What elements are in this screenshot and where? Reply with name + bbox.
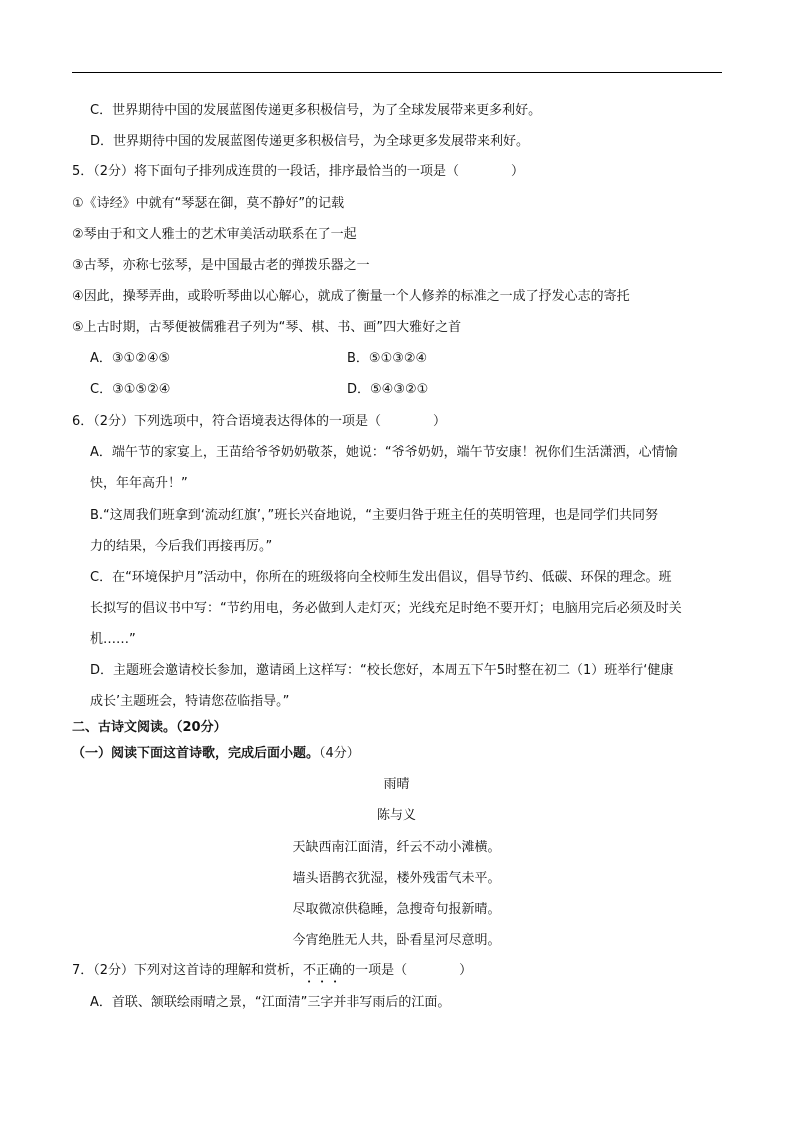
q5-sentence-3: ③古琴，亦称七弦琴，是中国最古老的弹拨乐器之一 [72, 258, 370, 273]
poem-line-2: 墙头语鹊衣犹湿，楼外残雷气未平。 [292, 871, 501, 886]
q6-stem: 6．（2分）下列选项中，符合语境表达得体的一项是（ ） [72, 414, 447, 429]
q5-sentence-4: ④因此，操琴弄曲，或聆听琴曲以心解心，就成了衡量一个人修养的标准之一成了抒发心志的寄托 [72, 289, 630, 304]
q5-sentence-2: ②琴由于和文人雅士的艺术审美活动联系在了一起 [72, 227, 357, 242]
q6-option-a-line-1: A．端午节的家宴上，王苗给爷爷奶奶敬茶，她说：“爷爷奶奶，端午节安康！祝你们生活潇洒，心情愉 [90, 445, 678, 460]
q7-stem [72, 961, 472, 986]
q7-option-a: A．首联、颔联绘雨晴之景，“江面清”三字并非写雨后的江面。 [90, 995, 451, 1010]
q5-sentence-1: ①《诗经》中就有“琴瑟在御，莫不静好”的记载 [72, 196, 345, 211]
q4-option-d: D．世界期待中国的发展蓝图传递更多积极信号，为全球更多发展带来利好。 [90, 134, 530, 149]
q7-stem-before: 7．（2分）下列对这首诗的理解和赏析， [72, 963, 304, 978]
section-2-sub-heading [72, 744, 360, 764]
q6-option-d-line-2: 成长’主题班会，特请您莅临指导。” [90, 694, 290, 709]
q6-option-c-line-1: C．在“环境保护月”活动中，你所在的班级将向全校师生发出倡议，倡导节约、低碳、环保的理念。班 [90, 570, 672, 585]
poem-line-1: 天缺西南江面清，纤云不动小滩横。 [292, 840, 501, 855]
poem-author: 陈与义 [376, 808, 416, 823]
section-2-heading: 二、古诗文阅读。（20分） [72, 720, 227, 735]
sub-heading-text: （一）阅读下面这首诗歌，完成后面小题。 [72, 746, 320, 761]
q5-option-b: B．⑤①③②④ [347, 351, 428, 366]
q6-option-c-line-2: 长拟写的倡议书中写：“节约用电，务必做到人走灯灭；光线充足时绝不要开灯；电脑用完后必须及时关 [90, 601, 682, 616]
q5-sentence-5: ⑤上古时期，古琴便被儒雅君子列为“琴、棋、书、画”四大雅好之首 [72, 320, 462, 335]
q5-option-d: D．⑤④③②① [347, 382, 429, 397]
q5-option-a: A．③①②④⑤ [90, 351, 171, 366]
header-rule [72, 72, 722, 73]
q7-stem-emphasis: 不正确 [303, 963, 343, 978]
q6-option-d-line-1: D．主题班会邀请校长参加，邀请函上这样写：“校长您好，本周五下午5时整在初二（1）班举行‘健康 [90, 663, 674, 678]
poem-line-4: 今宵绝胜无人共，卧看星河尽意明。 [292, 933, 501, 948]
q5-option-c: C．③①⑤②④ [90, 382, 171, 397]
sub-heading-points: （4分） [319, 746, 360, 761]
q6-option-c-line-3: 机……” [90, 632, 136, 647]
q6-option-b-line-1: B.“这周我们班拿到‘流动红旗’，”班长兴奋地说，“主要归咎于班主任的英明管理，也是同学们共同努 [90, 508, 659, 523]
q6-option-b-line-2: 力的结果，今后我们再接再厉。” [90, 539, 273, 554]
q7-stem-after: 的一项是（ ） [342, 963, 473, 978]
q6-option-a-line-2: 快，年年高升！” [90, 476, 188, 491]
poem-line-3: 尽取微凉供稳睡，急搜奇句报新晴。 [292, 902, 501, 917]
q4-option-c: C．世界期待中国的发展蓝图传递更多积极信号，为了全球发展带来更多利好。 [90, 103, 542, 118]
poem-title: 雨晴 [383, 777, 410, 792]
q5-stem: 5．（2分）将下面句子排列成连贯的一段话，排序最恰当的一项是（ ） [72, 164, 525, 179]
